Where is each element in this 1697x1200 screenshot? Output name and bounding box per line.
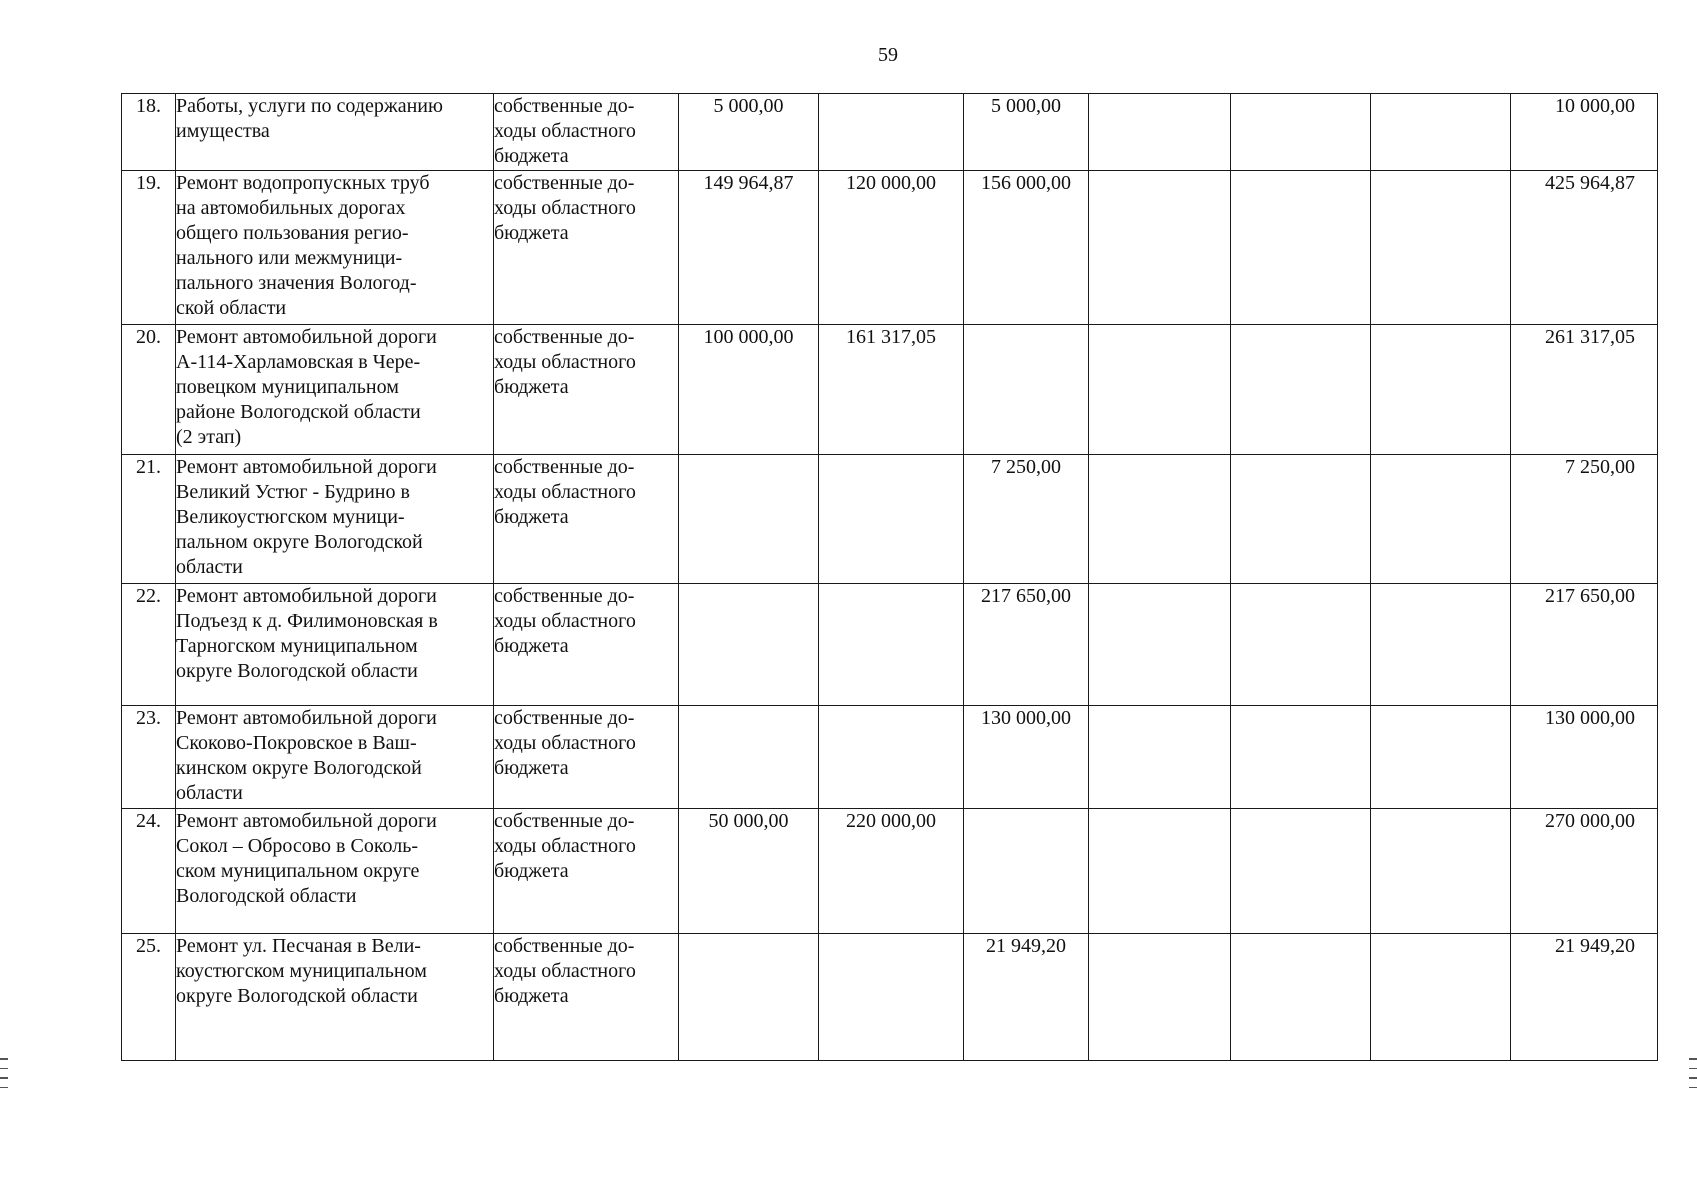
total-cell: 21 949,20 xyxy=(1511,934,1658,1061)
amount-cell xyxy=(819,706,964,809)
total-cell: 10 000,00 xyxy=(1511,94,1658,171)
amount-cell xyxy=(1231,934,1371,1061)
amount-cell xyxy=(1371,706,1511,809)
table-body xyxy=(122,94,1658,1061)
row-number: 23. xyxy=(122,706,176,809)
amount-cell xyxy=(1089,171,1231,325)
measure-name: Ремонт ул. Песчаная в Вели- коустюгском муниципальном округе Вологодской области xyxy=(176,934,494,1061)
amount-cell xyxy=(1371,455,1511,584)
amount-cell xyxy=(819,584,964,706)
measure-name: Ремонт водопропускных труб на автомобильных дорогах общего пользования регио- нального или межмуници- пального значения Вологод- ской области xyxy=(176,171,494,325)
row-number: 20. xyxy=(122,325,176,455)
total-cell: 130 000,00 xyxy=(1511,706,1658,809)
measure-name: Ремонт автомобильной дороги А-114-Харламовская в Чере- повецком муниципальном районе Вологодской области (2 этап) xyxy=(176,325,494,455)
table-row xyxy=(122,809,1658,934)
measure-name: Ремонт автомобильной дороги Великий Устюг - Будрино в Великоустюгском муници- пальном округе Вологодской области xyxy=(176,455,494,584)
funding-source: собственные до- ходы областного бюджета xyxy=(494,809,679,934)
amount-cell xyxy=(1089,809,1231,934)
amount-cell: 7 250,00 xyxy=(964,455,1089,584)
amount-cell: 220 000,00 xyxy=(819,809,964,934)
amount-cell xyxy=(819,455,964,584)
measure-name: Ремонт автомобильной дороги Сокол – Обросово в Соколь- ском муниципальном округе Вологодской области xyxy=(176,809,494,934)
row-number: 18. xyxy=(122,94,176,171)
amount-cell xyxy=(1231,455,1371,584)
amount-cell: 130 000,00 xyxy=(964,706,1089,809)
amount-cell xyxy=(1371,584,1511,706)
total-cell: 261 317,05 xyxy=(1511,325,1658,455)
amount-cell xyxy=(1231,809,1371,934)
amount-cell xyxy=(819,934,964,1061)
amount-cell xyxy=(1089,584,1231,706)
amount-cell xyxy=(1089,706,1231,809)
row-number: 25. xyxy=(122,934,176,1061)
funding-source: собственные до- ходы областного бюджета xyxy=(494,325,679,455)
budget-table xyxy=(121,93,1658,1061)
amount-cell xyxy=(1231,325,1371,455)
table-row xyxy=(122,455,1658,584)
amount-cell xyxy=(1371,934,1511,1061)
amount-cell: 149 964,87 xyxy=(679,171,819,325)
amount-cell xyxy=(1231,584,1371,706)
funding-source: собственные до- ходы областного бюджета xyxy=(494,934,679,1061)
measure-name: Работы, услуги по содержанию имущества xyxy=(176,94,494,171)
table-row xyxy=(122,584,1658,706)
amount-cell: 156 000,00 xyxy=(964,171,1089,325)
table-row xyxy=(122,934,1658,1061)
amount-cell: 120 000,00 xyxy=(819,171,964,325)
amount-cell: 50 000,00 xyxy=(679,809,819,934)
amount-cell xyxy=(1231,706,1371,809)
amount-cell: 21 949,20 xyxy=(964,934,1089,1061)
page-number: 59 xyxy=(878,44,898,66)
total-cell: 425 964,87 xyxy=(1511,171,1658,325)
measure-name: Ремонт автомобильной дороги Подъезд к д. Филимоновская в Тарногском муниципальном округе Вологодской области xyxy=(176,584,494,706)
binding-marks-left xyxy=(0,1058,8,1098)
funding-source: собственные до- ходы областного бюджета xyxy=(494,94,679,171)
table-row xyxy=(122,325,1658,455)
measure-name: Ремонт автомобильной дороги Скоково-Покровское в Ваш- кинском округе Вологодской области xyxy=(176,706,494,809)
amount-cell xyxy=(1089,94,1231,171)
amount-cell xyxy=(819,94,964,171)
table-row xyxy=(122,171,1658,325)
table-row xyxy=(122,94,1658,171)
row-number: 24. xyxy=(122,809,176,934)
total-cell: 7 250,00 xyxy=(1511,455,1658,584)
total-cell: 270 000,00 xyxy=(1511,809,1658,934)
table-row xyxy=(122,706,1658,809)
amount-cell xyxy=(964,325,1089,455)
amount-cell xyxy=(1371,171,1511,325)
funding-source: собственные до- ходы областного бюджета xyxy=(494,706,679,809)
amount-cell xyxy=(1371,325,1511,455)
amount-cell xyxy=(1089,934,1231,1061)
amount-cell: 217 650,00 xyxy=(964,584,1089,706)
funding-source: собственные до- ходы областного бюджета xyxy=(494,584,679,706)
row-number: 22. xyxy=(122,584,176,706)
amount-cell xyxy=(679,584,819,706)
row-number: 21. xyxy=(122,455,176,584)
amount-cell xyxy=(964,809,1089,934)
funding-source: собственные до- ходы областного бюджета xyxy=(494,171,679,325)
amount-cell: 5 000,00 xyxy=(964,94,1089,171)
amount-cell: 100 000,00 xyxy=(679,325,819,455)
row-number: 19. xyxy=(122,171,176,325)
amount-cell xyxy=(1231,171,1371,325)
amount-cell xyxy=(679,706,819,809)
amount-cell: 161 317,05 xyxy=(819,325,964,455)
binding-marks-right xyxy=(1689,1058,1697,1098)
amount-cell xyxy=(1089,455,1231,584)
amount-cell xyxy=(1089,325,1231,455)
amount-cell: 5 000,00 xyxy=(679,94,819,171)
amount-cell xyxy=(1371,809,1511,934)
amount-cell xyxy=(1371,94,1511,171)
amount-cell xyxy=(1231,94,1371,171)
amount-cell xyxy=(679,934,819,1061)
total-cell: 217 650,00 xyxy=(1511,584,1658,706)
funding-source: собственные до- ходы областного бюджета xyxy=(494,455,679,584)
amount-cell xyxy=(679,455,819,584)
